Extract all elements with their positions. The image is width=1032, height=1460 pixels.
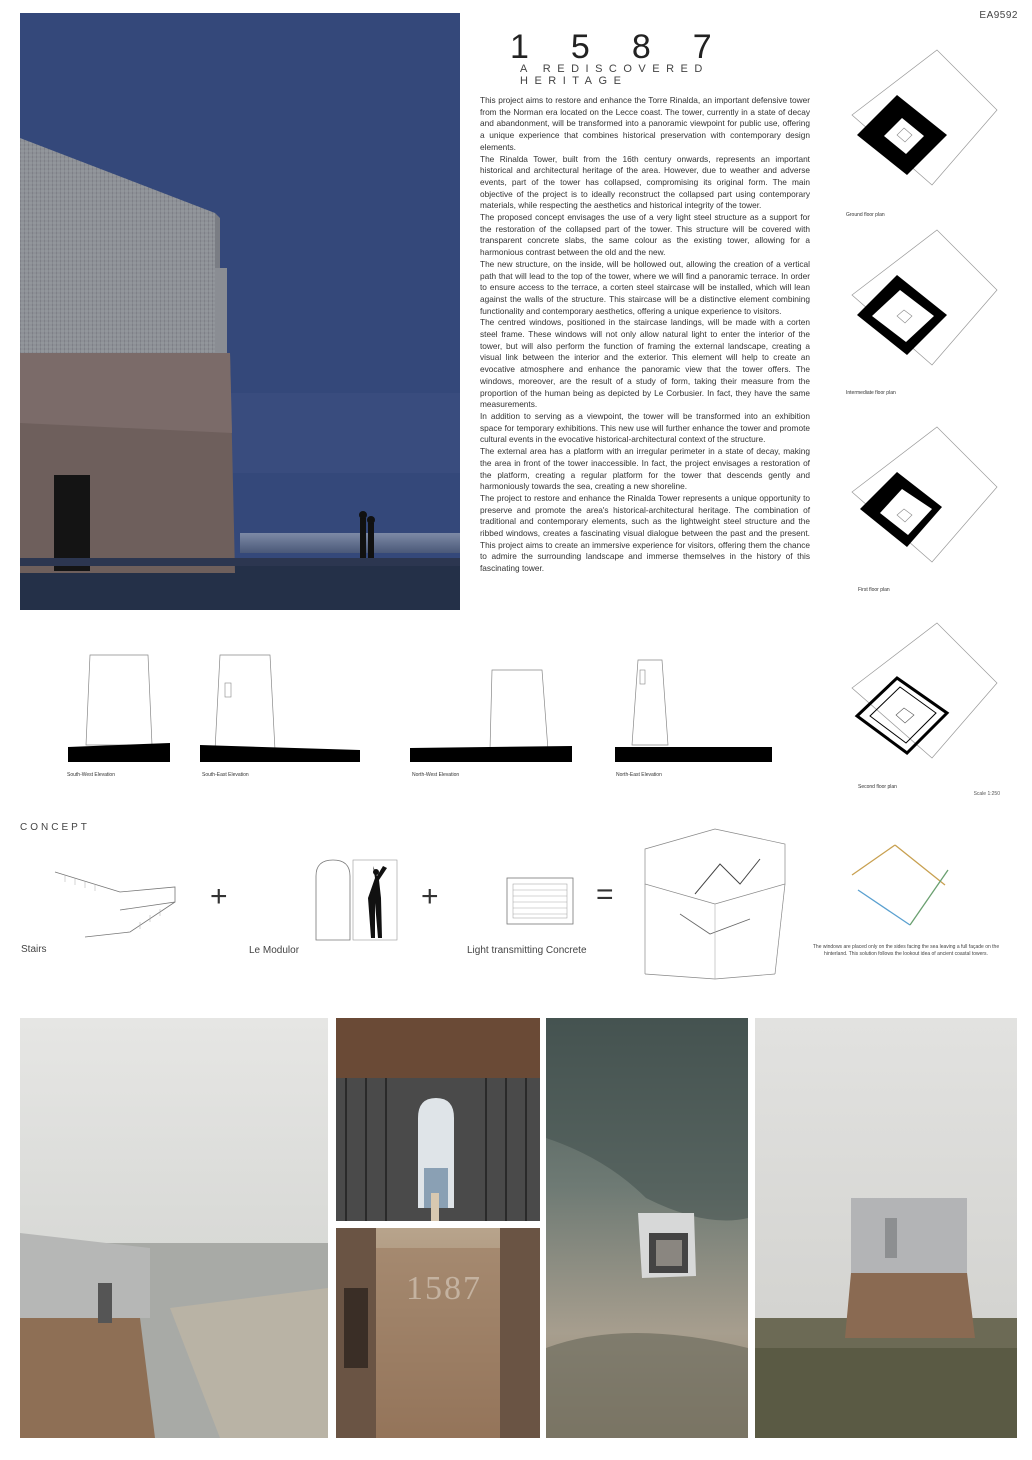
elevation-caption: North-East Elevation [616, 772, 662, 778]
elevation-caption: South-East Elevation [202, 772, 249, 778]
south-west-elevation [68, 655, 170, 762]
concept-label-stairs: Stairs [21, 944, 47, 955]
description-paragraph: The external area has a platform with an irregular perimeter in a state of decay, making the area in front of the tower inaccessible. In fact, the project envisages a restoration of the platform, creating a regular platform for the tower that descends gently and harmoniously towards the sea, creating a new shoreline. [480, 446, 810, 492]
description-paragraph: The project to restore and enhance the Rinalda Tower represents a unique opportunity to preserve and promote the area's historical-architectural heritage. The combination of traditional and contemporary elements, such as the lightweight steel structure and the ribbed windows, creates a fascinating visual dialogue between the past and the present. This project aims to create an immersive experience for visitors, offering them the chance to admire the surrounding landscape and immerse themselves in the history of this fascinating tower. [480, 492, 810, 574]
hero-illustration [20, 13, 460, 610]
elevation-caption: South-West Elevation [67, 772, 115, 778]
description-paragraph: This project aims to restore and enhance the Torre Rinalda, an important defensive tower from the Norman era located on the Lecce coast. The tower, currently in a state of decay and abandonment, will be transformed into a panoramic viewpoint for public use, offering a unique experience that combines historical preservation with contemporary design elements. [480, 95, 810, 152]
description-paragraph: The new structure, on the inside, will be hollowed out, allowing the creation of a vertical path that will lead to the top of the tower, where we will find a panoramic terrace. In order to ensure access to the terrace, a corten steel staircase will be installed, which will lean against the walls of the structure. This staircase will be a distinctive element combining functionality and contemporary aesthetics, offering a unique experience to visitors. [480, 258, 810, 316]
scale-label: Scale 1:250 [973, 791, 1000, 797]
intermediate-floor-plan [842, 225, 1002, 385]
aerial-view-photo [546, 1018, 748, 1438]
light-concrete-sketch [505, 876, 575, 926]
description-paragraph: In addition to serving as a viewpoint, the tower will be transformed into an exhibition space for temporary exhibitions. This new use will further enhance the tower and promote cultural events in the evocative historical-architectural context of the structure. [480, 410, 810, 445]
tower-landscape-photo [755, 1018, 1017, 1438]
plus-symbol: + [421, 880, 439, 913]
north-west-elevation [410, 670, 572, 762]
concept-result-section [640, 824, 790, 984]
interior-window-photo [336, 1018, 540, 1221]
window-orientation-diagram [850, 840, 950, 930]
plan-caption: First floor plan [858, 587, 890, 593]
coast-view-photo [20, 1018, 328, 1438]
second-floor-plan [842, 618, 1002, 778]
first-floor-plan [842, 422, 1002, 582]
description-paragraph: The proposed concept envisages the use of a very light steel structure as a support for the restoration of the collapsed part of the tower. This structure will be covered with transparent concrete slabs, the same colour as the existing tower, allowing for a harmonious contrast between the old and the new. [480, 212, 810, 258]
concept-label-concrete: Light transmitting Concrete [467, 945, 587, 956]
ground-floor-plan [842, 45, 1002, 215]
le-modulor-sketch [313, 858, 399, 943]
window-placement-note: The windows are placed only on the sides facing the sea leaving a full façade on the hinterland. This solution follows the lookout idea of ancient coastal towers. [812, 944, 1000, 957]
hero-night-render [20, 13, 460, 610]
description-paragraph: The centred windows, positioned in the staircase landings, will be made with a corten steel frame. These windows will not only allow natural light to enter the interior of the tower, but will also perform the function of framing the external landscape, creating a visual link between the interior and the exterior. This element will help to create an evocative atmosphere and enhance the panoramic view that the tower offers. The windows, moreover, are the result of a study of form, taking their measure from the proportion of the human being as depicted by Le Corbusier. In fact, they have the same measurements. [480, 317, 810, 410]
stairs-sketch [50, 862, 190, 942]
elevation-caption: North-West Elevation [412, 772, 460, 778]
project-title-number: 1587 [510, 28, 754, 66]
project-code: EA9592 [979, 10, 1018, 21]
equals-symbol: = [596, 878, 614, 911]
elevations-drawing [60, 650, 580, 770]
project-description [480, 95, 810, 575]
plan-caption: Intermediate floor plan [846, 390, 896, 396]
project-subtitle: A REDISCOVERED HERITAGE [520, 63, 709, 87]
interior-exhibition-photo [336, 1228, 540, 1438]
plus-symbol: + [210, 880, 228, 913]
south-east-elevation [200, 655, 360, 762]
north-east-elevation [610, 650, 780, 770]
wall-engraving-text: 1587 [406, 1270, 482, 1307]
plan-caption: Second floor plan [858, 784, 897, 790]
plan-caption: Ground floor plan [846, 212, 885, 218]
concept-heading: CONCEPT [20, 822, 90, 833]
description-paragraph: The Rinalda Tower, built from the 16th century onwards, represents an important historical and architectural heritage of the area. However, due to weather and adverse events, part of the tower has collapsed, compromising its original form. The main objective of the project is to ideally reconstruct the collapsed part using contemporary materials, while respecting the aesthetics and historical integrity of the tower. [480, 153, 810, 211]
concept-label-modulor: Le Modulor [249, 945, 300, 956]
